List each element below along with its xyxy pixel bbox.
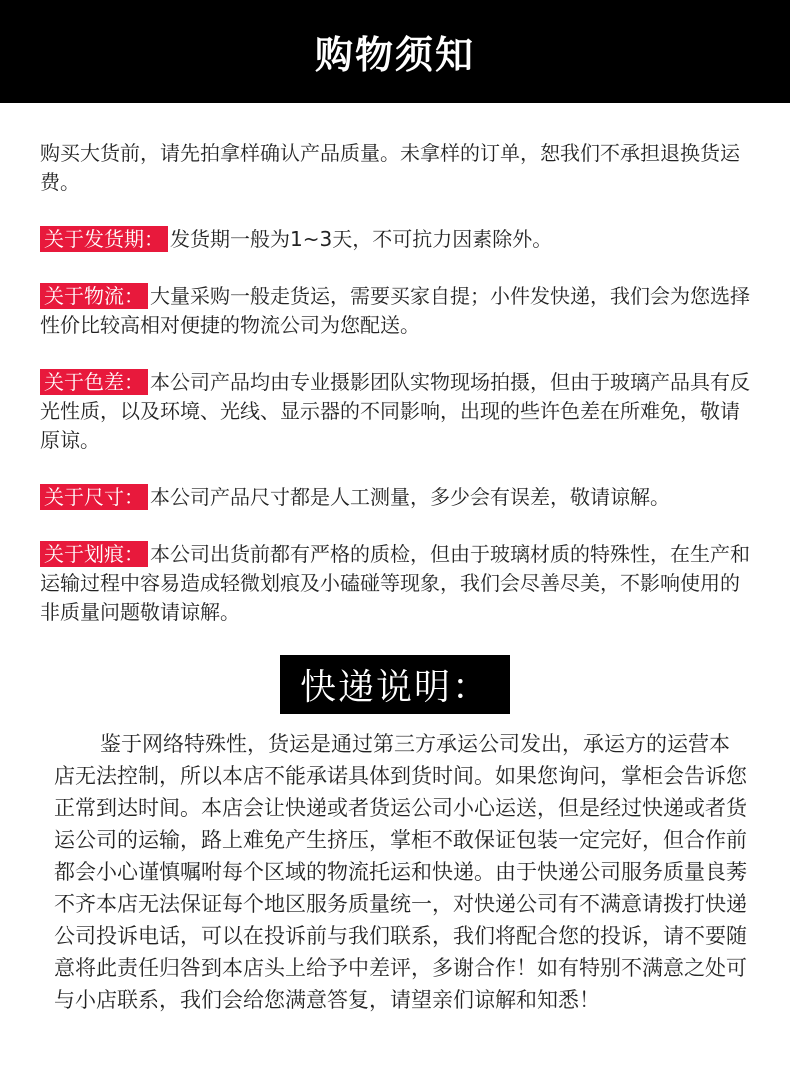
intro-text: 购买大货前，请先拍拿样确认产品质量。未拿样的订单，恕我们不承担退换货运费。 (40, 141, 740, 194)
section-label: 关于划痕： (40, 541, 148, 567)
section-size (40, 483, 750, 512)
section-label: 关于色差： (40, 369, 148, 395)
section-text: 本公司出货前都有严格的质检，但由于玻璃材质的特殊性，在生产和运输过程中容易造成轻微划痕及小磕碰等现象，我们会尽善尽美，不影响使用的非质量问题敬请谅解。 (40, 542, 750, 624)
section-text: 发货期一般为1~3天，不可抗力因素除外。 (170, 227, 553, 251)
content (0, 139, 790, 627)
express-body: 鉴于网络特殊性，货运是通过第三方承运公司发出，承运方的运营本店无法控制，所以本店不能承诺具体到货时间。如果您询问，掌柜会告诉您正常到达时间。本店会让快递或者货运公司小心运送，但是经过快递或者货运公司的运输，路上难免产生挤压，掌柜不敢保证包装一定完好，但合作前都会小心谨慎嘱咐每个区域的物流托运和快递。由于快递公司服务质量良莠不齐本店无法保证每个地区服务质量统一，对快递公司有不满意请拨打快递公司投诉电话，可以在投诉前与我们联系，我们将配合您的投诉，请不要随意将此责任归咎到本店头上给予中差评，多谢合作！如有特别不满意之处可与小店联系，我们会给您满意答复，请望亲们谅解和知悉！ (54, 732, 747, 1012)
section-scratches (40, 540, 750, 627)
section-text: 本公司产品均由专业摄影团队实物现场拍摄，但由于玻璃产品具有反光性质，以及环境、光线、显示器的不同影响，出现的些许色差在所难免，敬请原谅。 (40, 370, 750, 452)
express-title-wrap (0, 655, 790, 714)
section-label: 关于尺寸： (40, 484, 148, 510)
header-banner (0, 0, 790, 103)
section-text: 大量采购一般走货运，需要买家自提；小件发快递，我们会为您选择性价比较高相对便捷的物流公司为您配送。 (40, 284, 750, 337)
section-logistics (40, 282, 750, 340)
express-title: 快递说明： (280, 655, 510, 714)
page-title: 购物须知 (314, 33, 475, 77)
section-label: 关于物流： (40, 283, 148, 309)
section-label: 关于发货期： (40, 226, 168, 252)
section-shipping-period (40, 225, 750, 254)
section-text: 本公司产品尺寸都是人工测量，多少会有误差，敬请谅解。 (150, 485, 670, 509)
section-color-difference (40, 368, 750, 455)
